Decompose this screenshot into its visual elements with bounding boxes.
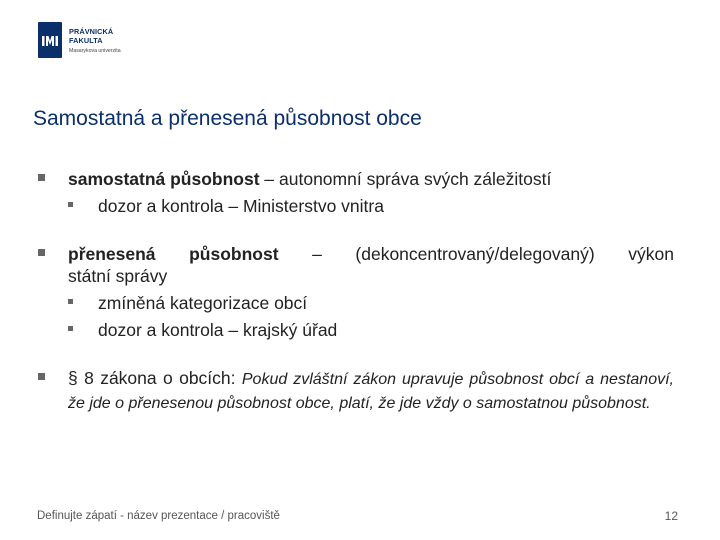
slide-content <box>38 168 674 415</box>
faculty-name-line2: FAKULTA <box>69 36 103 45</box>
bullet-item-law-quote <box>38 367 674 415</box>
term-delegated: přenesená působnost <box>68 244 279 264</box>
sub-bullet-text: dozor a kontrola – krajský úřad <box>98 320 338 340</box>
footer-text: Definujte zápatí - název prezentace / pracoviště <box>37 510 280 522</box>
faculty-name <box>69 27 113 45</box>
muni-logo-icon <box>38 22 62 58</box>
faculty-name-line1: PRÁVNICKÁ <box>69 27 114 36</box>
sub-bullet-item <box>68 319 674 341</box>
faculty-logo <box>38 22 148 66</box>
page-number: 12 <box>664 509 678 523</box>
bullet-text <box>68 168 674 190</box>
bullet-item-autonomous <box>38 168 674 217</box>
bullet-item-delegated <box>38 243 674 341</box>
law-quote: Pokud zvláštní zákon upravuje působnost obcí a nestanoví, že jde o přenesenou působnost obce, platí, že jde vždy o samostatnou působnost. <box>68 371 674 412</box>
sub-bullet-item <box>68 292 674 314</box>
square-bullet-icon <box>68 326 73 331</box>
bullet-text-line2: státní správy <box>68 266 168 286</box>
definition-autonomous: – autonomní správa svých záležitostí <box>259 169 552 189</box>
sub-bullet-item <box>68 195 674 217</box>
square-bullet-icon <box>38 373 45 380</box>
sub-bullet-text: dozor a kontrola – Ministerstvo vnitra <box>98 196 384 216</box>
square-bullet-icon <box>68 299 73 304</box>
university-name: Masarykova univerzita <box>69 48 121 54</box>
definition-delegated: – (dekoncentrovaný/delegovaný) výkon <box>278 244 674 264</box>
bullet-text-line1 <box>68 243 674 265</box>
square-bullet-icon <box>38 174 45 181</box>
square-bullet-icon <box>68 202 73 207</box>
square-bullet-icon <box>38 249 45 256</box>
slide-title: Samostatná a přenesená působnost obce <box>33 107 422 130</box>
term-autonomous: samostatná působnost <box>68 169 260 189</box>
bullet-text <box>68 367 674 415</box>
sub-bullet-text: zmíněná kategorizace obcí <box>98 293 308 313</box>
law-reference: § 8 zákona o obcích: <box>68 368 242 388</box>
